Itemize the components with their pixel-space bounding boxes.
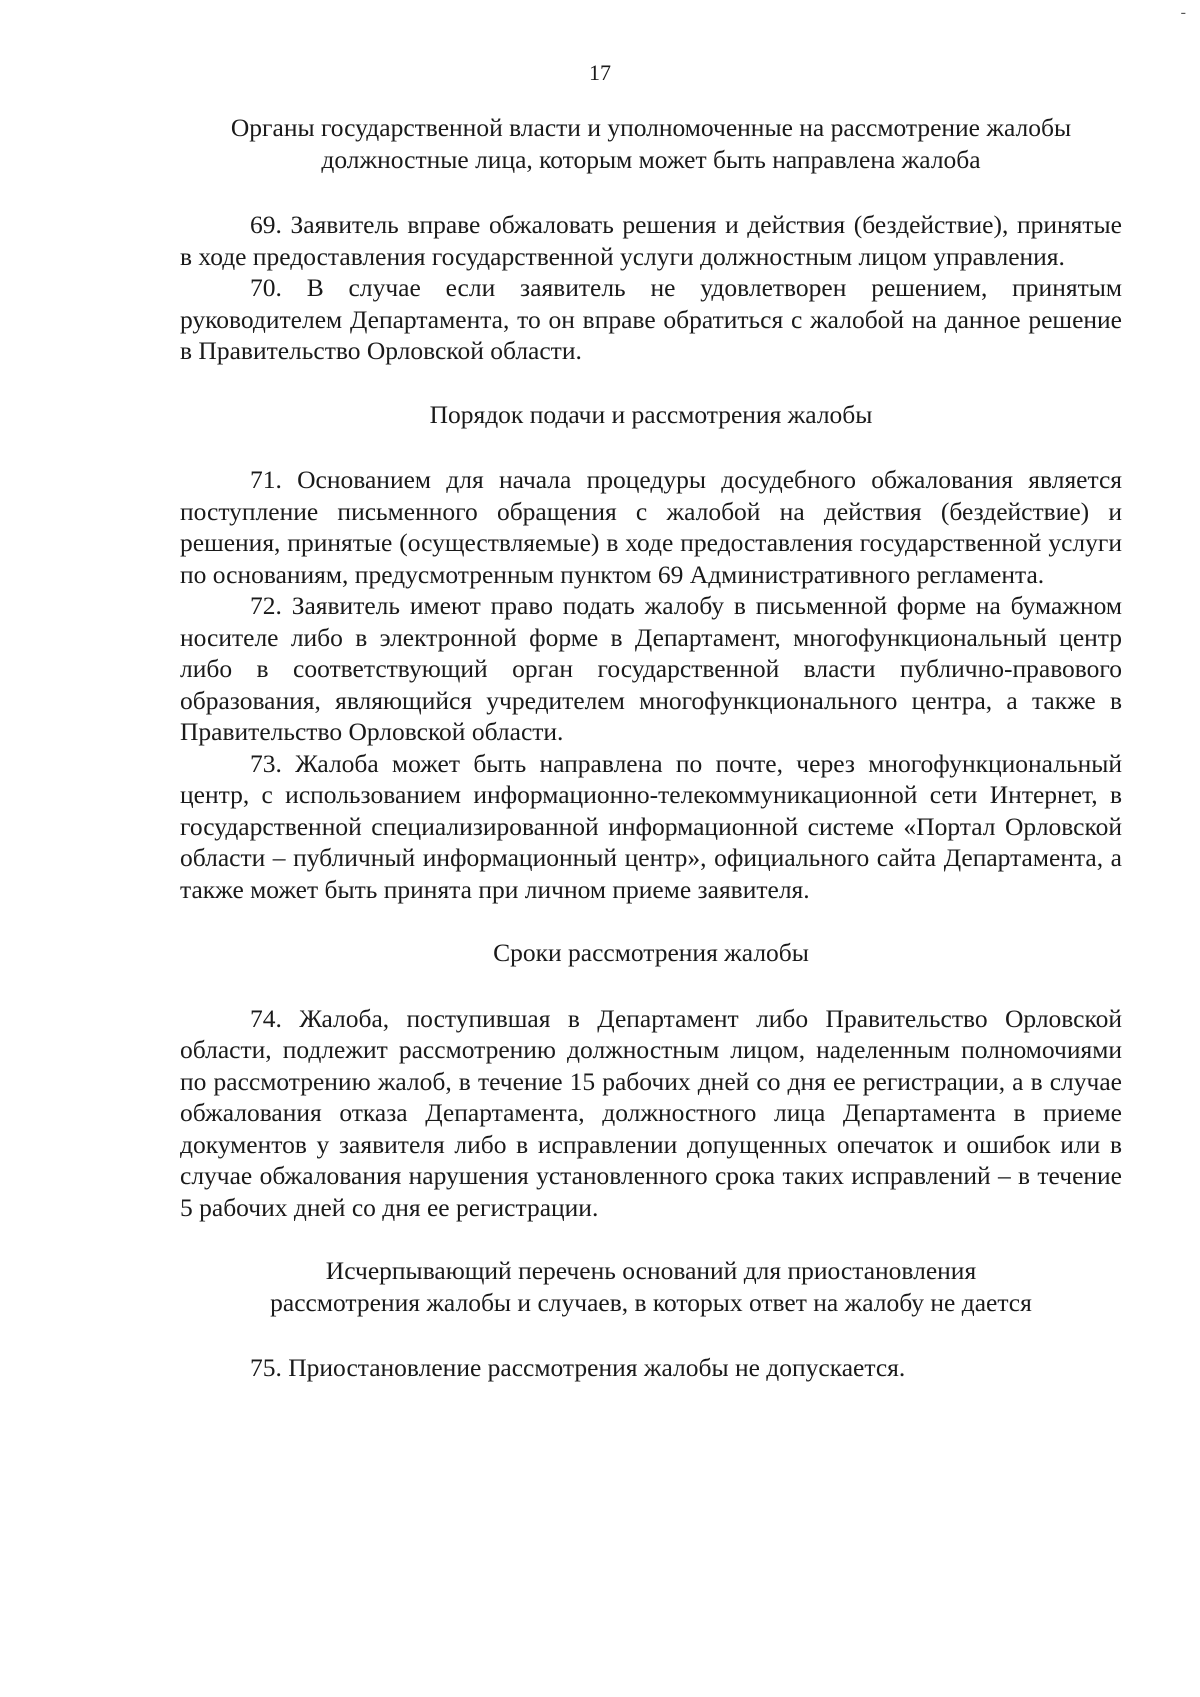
paragraph-72: 72. Заявитель имеют право подать жалобу в письменной форме на бумажном носителе либо в электронной форме в Департамент, многофункциональный центр либо в соответствующий орган государственной власти публично-правового образования, являющийся учредителем многофункционального центра, а также в Правительство Орловской области. [180, 591, 1122, 746]
section-heading-suspension-line2: рассмотрения жалобы и случаев, в которых ответ на жалобу не дается [270, 1287, 1032, 1317]
section-heading-suspension-line1: Исчерпывающий перечень оснований для приостановления [325, 1256, 977, 1285]
document-body [180, 112, 1122, 1384]
paragraph-70: 70. В случае если заявитель не удовлетворен решением, принятым руководителем Департамента, то он вправе обратиться с жалобой на данное решение в Правительство Орловской области. [180, 273, 1122, 365]
paragraph-71: 71. Основанием для начала процедуры досудебного обжалования является поступление письменного обращения с жалобой на действия (бездействие) и решения, принятые (осуществляемые) в ходе предоставления государственной услуги по основаниям, предусмотренным пунктом 69 Административного регламента. [180, 465, 1122, 589]
paragraph-69: 69. Заявитель вправе обжаловать решения и действия (бездействие), принятые в ходе предоставления государственной услуги должностным лицом управления. [180, 210, 1122, 271]
section-heading-procedure: Порядок подачи и рассмотрения жалобы [429, 399, 873, 429]
paragraph-73: 73. Жалоба может быть направлена по почте, через многофункциональный центр, с использованием информационно-телекоммуникационной сети Интернет, в государственной специализированной информационной системе «Портал Орловской области – публичный информационный центр», официального сайта Департамента, а также может быть принята при личном приеме заявителя. [180, 748, 1122, 904]
page-number: 17 [589, 60, 611, 85]
section-heading-suspension [180, 1255, 1122, 1318]
corner-mark: - [1180, 4, 1186, 21]
section-heading-deadlines: Сроки рассмотрения жалобы [493, 938, 809, 967]
paragraph-75: 75. Приостановление рассмотрения жалобы не допускается. [250, 1353, 906, 1382]
paragraph-74: 74. Жалоба, поступившая в Департамент либо Правительство Орловской области, подлежит рассмотрению должностным лицом, наделенным полномочиями по рассмотрению жалоб, в течение 15 рабочих дней со дня ее регистрации, а в случае обжалования отказа Департамента, должностного лица Департамента в приеме документов у заявителя либо в исправлении допущенных опечаток и ошибок или в случае обжалования нарушения установленного срока таких исправлений – в течение 5 рабочих дней со дня ее регистрации. [180, 1003, 1122, 1222]
section-heading-authorities: Органы государственной власти и уполномоченные на рассмотрение жалобы должностные лица, которым может быть направлена жалоба [230, 113, 1072, 174]
